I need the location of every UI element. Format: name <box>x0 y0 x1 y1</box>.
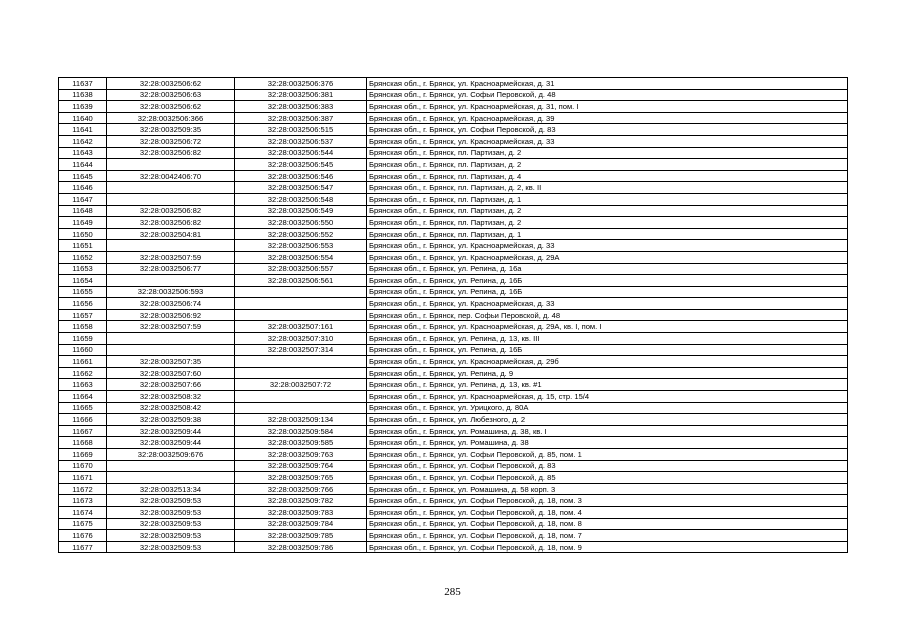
address-cell: Брянская обл., г. Брянск, ул. Репина, д. 16Б <box>367 344 848 356</box>
address-cell: Брянская обл., г. Брянск, ул. Красноармейская, д. 31 <box>367 78 848 90</box>
table-row <box>59 124 848 136</box>
row-number-cell: 11649 <box>59 217 107 229</box>
land-parcel-number-cell <box>107 344 235 356</box>
row-number-cell: 11655 <box>59 286 107 298</box>
row-number-cell: 11645 <box>59 170 107 182</box>
row-number-cell: 11638 <box>59 89 107 101</box>
row-number-cell: 11639 <box>59 101 107 113</box>
table-row <box>59 147 848 159</box>
land-parcel-number-cell <box>107 333 235 345</box>
land-parcel-number-cell <box>107 472 235 484</box>
row-number-cell: 11650 <box>59 228 107 240</box>
object-cadastral-number-cell: 32:28:0032509:784 <box>235 518 367 530</box>
table-row <box>59 437 848 449</box>
land-parcel-number-cell: 32:28:0032506:77 <box>107 263 235 275</box>
address-cell: Брянская обл., г. Брянск, ул. Красноармейская, д. 15, стр. 15/4 <box>367 391 848 403</box>
row-number-cell: 11651 <box>59 240 107 252</box>
address-cell: Брянская обл., г. Брянск, пл. Партизан, д. 4 <box>367 170 848 182</box>
address-cell: Брянская обл., г. Брянск, ул. Софьи Перовской, д. 18, пом. 8 <box>367 518 848 530</box>
object-cadastral-number-cell: 32:28:0032506:537 <box>235 135 367 147</box>
object-cadastral-number-cell: 32:28:0032506:544 <box>235 147 367 159</box>
land-parcel-number-cell: 32:28:0032507:35 <box>107 356 235 368</box>
table-row <box>59 402 848 414</box>
table-row <box>59 135 848 147</box>
land-parcel-number-cell: 32:28:0032507:59 <box>107 321 235 333</box>
address-cell: Брянская обл., г. Брянск, пл. Партизан, д. 2 <box>367 159 848 171</box>
land-parcel-number-cell: 32:28:0032509:676 <box>107 449 235 461</box>
table-row <box>59 344 848 356</box>
row-number-cell: 11647 <box>59 193 107 205</box>
object-cadastral-number-cell: 32:28:0032509:765 <box>235 472 367 484</box>
land-parcel-number-cell <box>107 240 235 252</box>
object-cadastral-number-cell <box>235 309 367 321</box>
address-cell: Брянская обл., г. Брянск, пл. Партизан, д. 1 <box>367 193 848 205</box>
table-row <box>59 414 848 426</box>
table-row <box>59 379 848 391</box>
object-cadastral-number-cell <box>235 402 367 414</box>
table-row <box>59 321 848 333</box>
table-row <box>59 240 848 252</box>
object-cadastral-number-cell <box>235 356 367 368</box>
land-parcel-number-cell: 32:28:0032506:366 <box>107 112 235 124</box>
object-cadastral-number-cell <box>235 298 367 310</box>
land-parcel-number-cell: 32:28:0032506:74 <box>107 298 235 310</box>
object-cadastral-number-cell: 32:28:0032506:557 <box>235 263 367 275</box>
row-number-cell: 11672 <box>59 483 107 495</box>
land-parcel-number-cell: 32:28:0032508:42 <box>107 402 235 414</box>
land-parcel-number-cell: 32:28:0032506:82 <box>107 147 235 159</box>
table-row <box>59 483 848 495</box>
table-row <box>59 205 848 217</box>
address-cell: Брянская обл., г. Брянск, ул. Ромашина, д. 38, кв. I <box>367 425 848 437</box>
table-row <box>59 182 848 194</box>
land-parcel-number-cell: 32:28:0042406:70 <box>107 170 235 182</box>
row-number-cell: 11675 <box>59 518 107 530</box>
row-number-cell: 11663 <box>59 379 107 391</box>
page-number: 285 <box>444 586 461 598</box>
row-number-cell: 11643 <box>59 147 107 159</box>
address-cell: Брянская обл., г. Брянск, ул. Красноармейская, д. 31, пом. I <box>367 101 848 113</box>
table-row <box>59 286 848 298</box>
table-row <box>59 460 848 472</box>
address-cell: Брянская обл., г. Брянск, ул. Красноармейская, д. 29А, кв. I, пом. I <box>367 321 848 333</box>
address-cell: Брянская обл., г. Брянск, ул. Репина, д. 16Б <box>367 286 848 298</box>
object-cadastral-number-cell: 32:28:0032509:585 <box>235 437 367 449</box>
land-parcel-number-cell: 32:28:0032506:92 <box>107 309 235 321</box>
object-cadastral-number-cell: 32:28:0032506:547 <box>235 182 367 194</box>
address-cell: Брянская обл., г. Брянск, пл. Партизан, д. 2, кв. II <box>367 182 848 194</box>
land-parcel-number-cell: 32:28:0032513:34 <box>107 483 235 495</box>
land-parcel-number-cell: 32:28:0032509:53 <box>107 506 235 518</box>
table-row <box>59 309 848 321</box>
land-parcel-number-cell <box>107 182 235 194</box>
land-parcel-number-cell: 32:28:0032504:81 <box>107 228 235 240</box>
row-number-cell: 11656 <box>59 298 107 310</box>
land-parcel-number-cell: 32:28:0032507:60 <box>107 367 235 379</box>
land-parcel-number-cell: 32:28:0032508:32 <box>107 391 235 403</box>
table-row <box>59 495 848 507</box>
object-cadastral-number-cell: 32:28:0032506:549 <box>235 205 367 217</box>
address-cell: Брянская обл., г. Брянск, ул. Софьи Перовской, д. 85, пом. 1 <box>367 449 848 461</box>
table-row <box>59 449 848 461</box>
land-parcel-number-cell: 32:28:0032509:53 <box>107 495 235 507</box>
table-row <box>59 217 848 229</box>
land-parcel-number-cell <box>107 275 235 287</box>
address-cell: Брянская обл., г. Брянск, ул. Ромашина, д. 58 корп. 3 <box>367 483 848 495</box>
object-cadastral-number-cell: 32:28:0032506:376 <box>235 78 367 90</box>
table-row <box>59 298 848 310</box>
land-parcel-number-cell: 32:28:0032506:62 <box>107 101 235 113</box>
table-row <box>59 159 848 171</box>
registry-table-body <box>59 78 848 553</box>
row-number-cell: 11641 <box>59 124 107 136</box>
land-parcel-number-cell: 32:28:0032509:44 <box>107 425 235 437</box>
row-number-cell: 11661 <box>59 356 107 368</box>
object-cadastral-number-cell: 32:28:0032506:553 <box>235 240 367 252</box>
object-cadastral-number-cell: 32:28:0032506:546 <box>235 170 367 182</box>
row-number-cell: 11664 <box>59 391 107 403</box>
row-number-cell: 11644 <box>59 159 107 171</box>
address-cell: Брянская обл., г. Брянск, ул. Красноармейская, д. 33 <box>367 240 848 252</box>
row-number-cell: 11665 <box>59 402 107 414</box>
table-row <box>59 251 848 263</box>
object-cadastral-number-cell: 32:28:0032506:515 <box>235 124 367 136</box>
address-cell: Брянская обл., г. Брянск, ул. Красноармейская, д. 29б <box>367 356 848 368</box>
table-row <box>59 275 848 287</box>
address-cell: Брянская обл., г. Брянск, ул. Репина, д. 9 <box>367 367 848 379</box>
object-cadastral-number-cell: 32:28:0032506:552 <box>235 228 367 240</box>
object-cadastral-number-cell: 32:28:0032506:545 <box>235 159 367 171</box>
land-parcel-number-cell: 32:28:0032507:66 <box>107 379 235 391</box>
object-cadastral-number-cell: 32:28:0032509:134 <box>235 414 367 426</box>
row-number-cell: 11653 <box>59 263 107 275</box>
table-row <box>59 425 848 437</box>
land-parcel-number-cell: 32:28:0032509:53 <box>107 541 235 553</box>
table-row <box>59 333 848 345</box>
table-row <box>59 530 848 542</box>
row-number-cell: 11659 <box>59 333 107 345</box>
address-cell: Брянская обл., г. Брянск, ул. Софьи Перовской, д. 48 <box>367 89 848 101</box>
row-number-cell: 11671 <box>59 472 107 484</box>
address-cell: Брянская обл., г. Брянск, ул. Репина, д. 16а <box>367 263 848 275</box>
object-cadastral-number-cell: 32:28:0032506:550 <box>235 217 367 229</box>
object-cadastral-number-cell: 32:28:0032506:554 <box>235 251 367 263</box>
row-number-cell: 11657 <box>59 309 107 321</box>
address-cell: Брянская обл., г. Брянск, ул. Репина, д. 13, кв. #1 <box>367 379 848 391</box>
row-number-cell: 11670 <box>59 460 107 472</box>
land-parcel-number-cell: 32:28:0032509:38 <box>107 414 235 426</box>
object-cadastral-number-cell: 32:28:0032509:786 <box>235 541 367 553</box>
land-parcel-number-cell: 32:28:0032506:63 <box>107 89 235 101</box>
address-cell: Брянская обл., г. Брянск, ул. Красноармейская, д. 39 <box>367 112 848 124</box>
land-parcel-number-cell: 32:28:0032506:82 <box>107 217 235 229</box>
table-row <box>59 78 848 90</box>
land-parcel-number-cell: 32:28:0032509:53 <box>107 518 235 530</box>
land-parcel-number-cell <box>107 159 235 171</box>
object-cadastral-number-cell: 32:28:0032507:161 <box>235 321 367 333</box>
land-parcel-number-cell: 32:28:0032507:59 <box>107 251 235 263</box>
land-parcel-number-cell <box>107 460 235 472</box>
row-number-cell: 11674 <box>59 506 107 518</box>
table-row <box>59 391 848 403</box>
registry-table <box>58 77 848 553</box>
object-cadastral-number-cell: 32:28:0032506:383 <box>235 101 367 113</box>
address-cell: Брянская обл., г. Брянск, ул. Урицкого, д. 80А <box>367 402 848 414</box>
row-number-cell: 11652 <box>59 251 107 263</box>
address-cell: Брянская обл., г. Брянск, ул. Софьи Перовской, д. 18, пом. 7 <box>367 530 848 542</box>
row-number-cell: 11666 <box>59 414 107 426</box>
row-number-cell: 11673 <box>59 495 107 507</box>
row-number-cell: 11677 <box>59 541 107 553</box>
object-cadastral-number-cell: 32:28:0032506:381 <box>235 89 367 101</box>
table-row <box>59 101 848 113</box>
land-parcel-number-cell: 32:28:0032509:53 <box>107 530 235 542</box>
object-cadastral-number-cell: 32:28:0032507:310 <box>235 333 367 345</box>
table-row <box>59 228 848 240</box>
table-row <box>59 472 848 484</box>
object-cadastral-number-cell: 32:28:0032509:763 <box>235 449 367 461</box>
row-number-cell: 11646 <box>59 182 107 194</box>
row-number-cell: 11667 <box>59 425 107 437</box>
land-parcel-number-cell: 32:28:0032509:44 <box>107 437 235 449</box>
object-cadastral-number-cell <box>235 391 367 403</box>
address-cell: Брянская обл., г. Брянск, ул. Красноармейская, д. 29А <box>367 251 848 263</box>
row-number-cell: 11676 <box>59 530 107 542</box>
land-parcel-number-cell: 32:28:0032506:593 <box>107 286 235 298</box>
object-cadastral-number-cell: 32:28:0032509:764 <box>235 460 367 472</box>
address-cell: Брянская обл., г. Брянск, пл. Партизан, д. 1 <box>367 228 848 240</box>
address-cell: Брянская обл., г. Брянск, ул. Репина, д. 16Б <box>367 275 848 287</box>
table-row <box>59 367 848 379</box>
table-row <box>59 263 848 275</box>
address-cell: Брянская обл., г. Брянск, ул. Софьи Перовской, д. 18, пом. 9 <box>367 541 848 553</box>
address-cell: Брянская обл., г. Брянск, ул. Красноармейская, д. 33 <box>367 135 848 147</box>
row-number-cell: 11668 <box>59 437 107 449</box>
object-cadastral-number-cell: 32:28:0032509:782 <box>235 495 367 507</box>
row-number-cell: 11669 <box>59 449 107 461</box>
address-cell: Брянская обл., г. Брянск, пл. Партизан, д. 2 <box>367 217 848 229</box>
object-cadastral-number-cell: 32:28:0032509:785 <box>235 530 367 542</box>
address-cell: Брянская обл., г. Брянск, пл. Партизан, д. 2 <box>367 147 848 159</box>
land-parcel-number-cell: 32:28:0032506:62 <box>107 78 235 90</box>
row-number-cell: 11658 <box>59 321 107 333</box>
table-row <box>59 518 848 530</box>
table-row <box>59 170 848 182</box>
row-number-cell: 11660 <box>59 344 107 356</box>
object-cadastral-number-cell: 32:28:0032506:561 <box>235 275 367 287</box>
object-cadastral-number-cell: 32:28:0032506:387 <box>235 112 367 124</box>
row-number-cell: 11654 <box>59 275 107 287</box>
address-cell: Брянская обл., г. Брянск, ул. Софьи Перовской, д. 83 <box>367 124 848 136</box>
address-cell: Брянская обл., г. Брянск, ул. Ромашина, д. 38 <box>367 437 848 449</box>
land-parcel-number-cell: 32:28:0032506:72 <box>107 135 235 147</box>
object-cadastral-number-cell: 32:28:0032509:783 <box>235 506 367 518</box>
address-cell: Брянская обл., г. Брянск, ул. Софьи Перовской, д. 18, пом. 4 <box>367 506 848 518</box>
object-cadastral-number-cell <box>235 286 367 298</box>
row-number-cell: 11648 <box>59 205 107 217</box>
object-cadastral-number-cell: 32:28:0032506:548 <box>235 193 367 205</box>
object-cadastral-number-cell: 32:28:0032507:314 <box>235 344 367 356</box>
address-cell: Брянская обл., г. Брянск, пл. Партизан, д. 2 <box>367 205 848 217</box>
object-cadastral-number-cell <box>235 367 367 379</box>
address-cell: Брянская обл., г. Брянск, ул. Любезного, д. 2 <box>367 414 848 426</box>
land-parcel-number-cell <box>107 193 235 205</box>
table-row <box>59 112 848 124</box>
land-parcel-number-cell: 32:28:0032506:82 <box>107 205 235 217</box>
table-row <box>59 541 848 553</box>
row-number-cell: 11640 <box>59 112 107 124</box>
address-cell: Брянская обл., г. Брянск, ул. Красноармейская, д. 33 <box>367 298 848 310</box>
row-number-cell: 11642 <box>59 135 107 147</box>
address-cell: Брянская обл., г. Брянск, ул. Софьи Перовской, д. 85 <box>367 472 848 484</box>
table-row <box>59 356 848 368</box>
address-cell: Брянская обл., г. Брянск, ул. Репина, д. 13, кв. III <box>367 333 848 345</box>
table-row <box>59 193 848 205</box>
address-cell: Брянская обл., г. Брянск, ул. Софьи Перовской, д. 18, пом. 3 <box>367 495 848 507</box>
object-cadastral-number-cell: 32:28:0032509:584 <box>235 425 367 437</box>
object-cadastral-number-cell: 32:28:0032507:72 <box>235 379 367 391</box>
address-cell: Брянская обл., г. Брянск, ул. Софьи Перовской, д. 83 <box>367 460 848 472</box>
land-parcel-number-cell: 32:28:0032509:35 <box>107 124 235 136</box>
row-number-cell: 11662 <box>59 367 107 379</box>
table-row <box>59 89 848 101</box>
row-number-cell: 11637 <box>59 78 107 90</box>
address-cell: Брянская обл., г. Брянск, пер. Софьи Перовской, д. 48 <box>367 309 848 321</box>
object-cadastral-number-cell: 32:28:0032509:766 <box>235 483 367 495</box>
table-row <box>59 506 848 518</box>
